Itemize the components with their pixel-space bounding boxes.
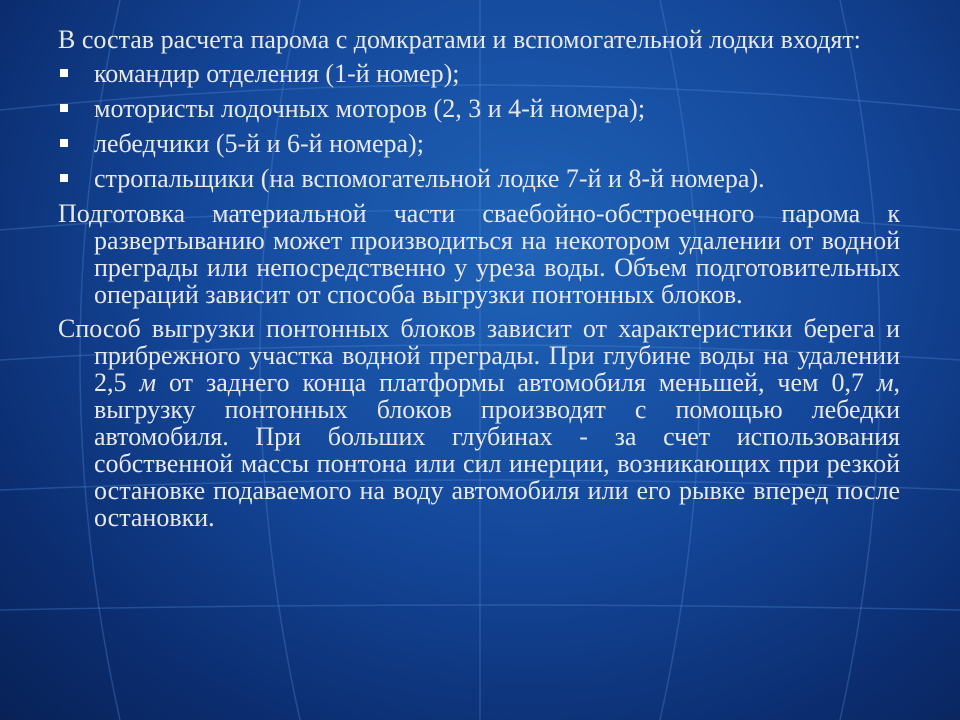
list-item: [58, 130, 900, 157]
list-item: [58, 165, 900, 192]
square-bullet-icon: [60, 104, 68, 112]
list-item-text: мотористы лодочных моторов (2, 3 и 4-й номера);: [94, 94, 646, 123]
list-item: [58, 60, 900, 87]
unloading-text-part3: , выгрузку понтонных блоков производят с помощью лебедки автомобиля. При больших глубинах - за счет использования собственной массы понтона или сил инерции, возникающих при резкой остановке подаваемого на воду автомобиля или его рывке вперед после остановки.: [94, 368, 901, 532]
list-item-text: стропальщики (на вспомогательной лодке 7-й и 8-й номера).: [94, 164, 765, 193]
unloading-paragraph: [58, 315, 900, 531]
unit-meter-1: м: [139, 368, 157, 397]
slide-body: [58, 26, 900, 538]
intro-paragraph: В состав расчета парома с домкратами и вспомогательной лодки входят:: [58, 25, 861, 54]
preparation-paragraph: Подготовка материальной части сваебойно-обстроечного парома к развертыванию может производиться на некотором удалении от водной преграды или непосредственно у уреза воды. Объем подготовительных операций зависит от способа выгрузки понтонных блоков.: [58, 199, 900, 309]
list-item-text: лебедчики (5-й и 6-й номера);: [94, 129, 424, 158]
unloading-text-part1: Способ выгрузки понтонных блоков зависит от характеристики берега и прибрежного участка водной преграды. При глубине воды на удалении 2,5: [58, 314, 900, 397]
square-bullet-icon: [60, 69, 68, 77]
square-bullet-icon: [60, 174, 68, 182]
unloading-text-part2: от заднего конца платформы автомобиля меньшей, чем 0,7: [156, 368, 877, 397]
unit-meter-2: м: [876, 368, 894, 397]
list-item: [58, 95, 900, 122]
crew-list: [58, 60, 900, 192]
list-item-text: командир отделения (1-й номер);: [94, 59, 460, 88]
square-bullet-icon: [60, 139, 68, 147]
